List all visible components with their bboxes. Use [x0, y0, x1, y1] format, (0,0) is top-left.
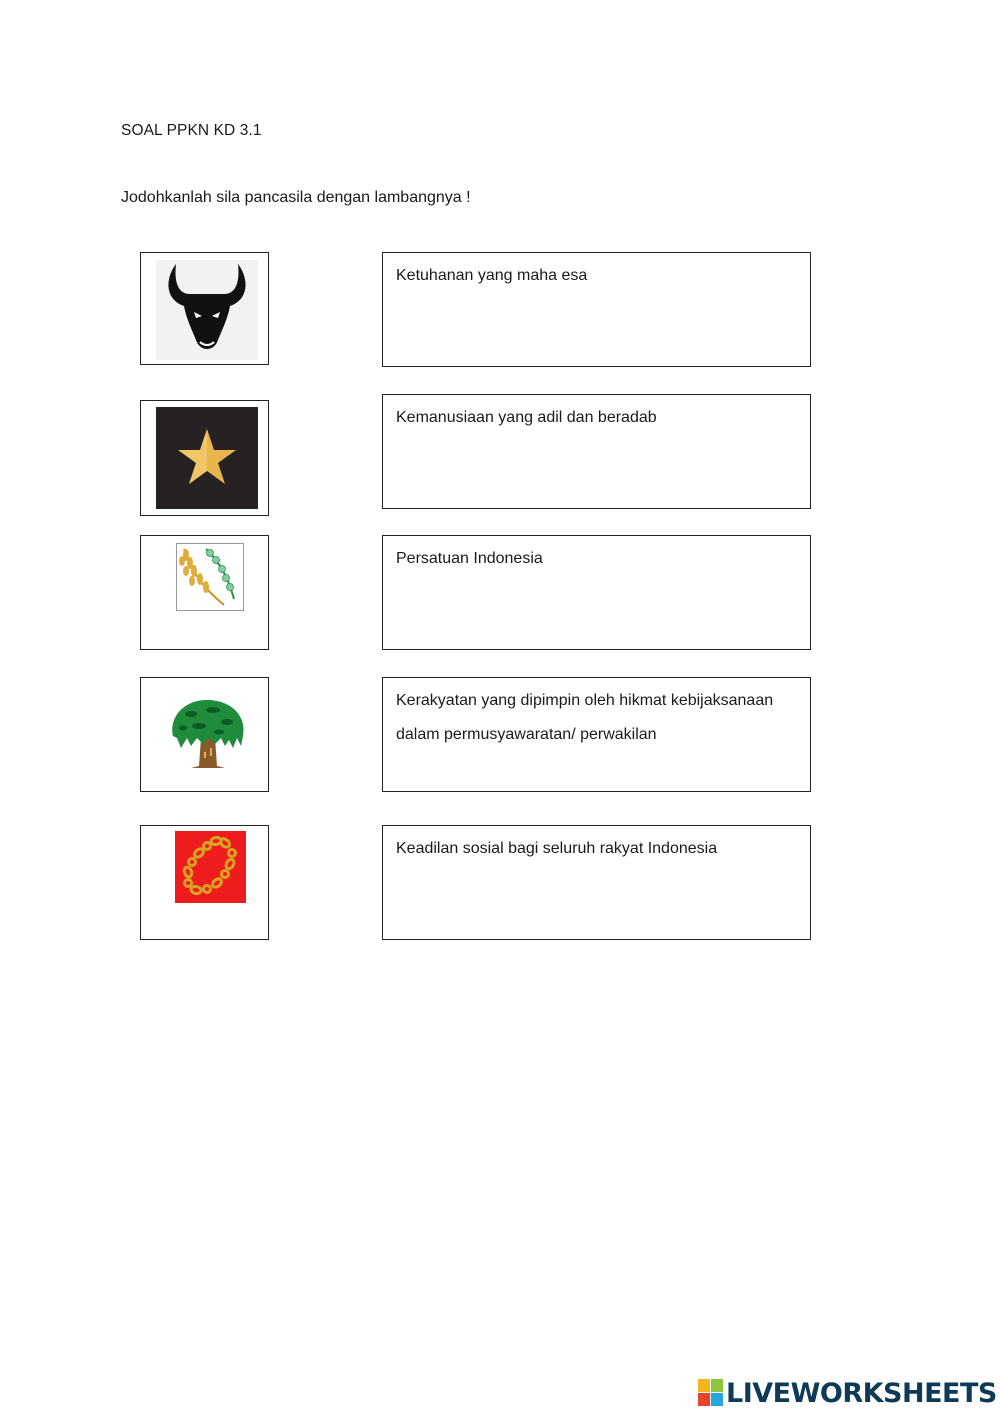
- icon-box-4[interactable]: [140, 677, 269, 792]
- sila-text-2: Kemanusiaan yang adil dan beradab: [396, 409, 657, 426]
- liveworksheets-logo: [698, 1376, 997, 1410]
- worksheet-heading: SOAL PPKN KD 3.1: [121, 122, 262, 139]
- sila-text-1: Ketuhanan yang maha esa: [396, 267, 588, 284]
- text-box-1[interactable]: [382, 252, 811, 367]
- icon-box-2[interactable]: [140, 400, 269, 516]
- icon-box-3[interactable]: [140, 535, 269, 650]
- rice-cotton-icon: [176, 543, 244, 611]
- text-box-5[interactable]: [382, 825, 811, 940]
- sila-text-5: Keadilan sosial bagi seluruh rakyat Indonesia: [396, 840, 718, 857]
- banyan-tree-icon: [169, 696, 247, 770]
- text-box-2[interactable]: [382, 394, 811, 509]
- text-box-4[interactable]: [382, 677, 811, 792]
- chain-icon: [175, 831, 246, 903]
- sila-text-3: Persatuan Indonesia: [396, 550, 543, 567]
- worksheet-instruction: Jodohkanlah sila pancasila dengan lambangnya !: [121, 189, 471, 206]
- liveworksheets-wordmark: LIVEWORKSHEETS: [726, 1377, 997, 1409]
- text-box-3[interactable]: [382, 535, 811, 650]
- icon-box-1[interactable]: [140, 252, 269, 365]
- icon-box-5[interactable]: [140, 825, 269, 940]
- sila-text-4: Kerakyatan yang dipimpin oleh hikmat kebijaksanaan dalam permusyawaratan/ perwakilan: [396, 692, 774, 743]
- bull-head-icon: [156, 260, 258, 360]
- liveworksheets-logo-icon: [698, 1379, 724, 1407]
- star-icon: [156, 407, 258, 509]
